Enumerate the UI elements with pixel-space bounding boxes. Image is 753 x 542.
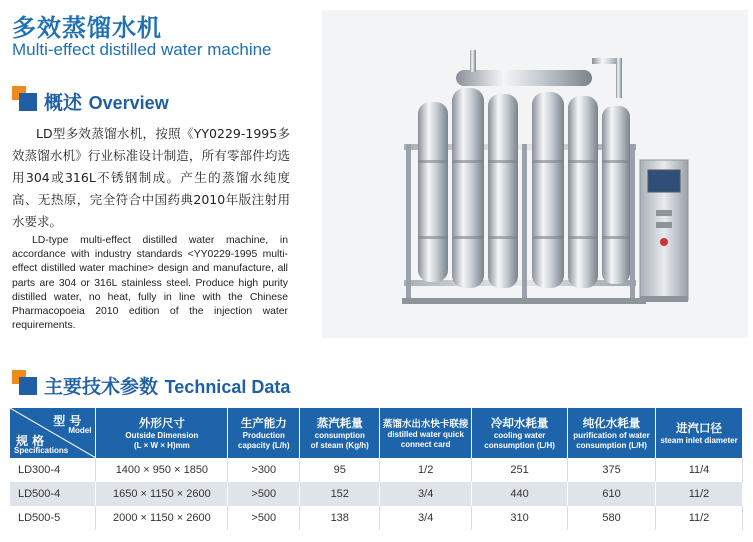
- page-title-cn: 多效蒸馏水机: [12, 14, 162, 42]
- column-header: [300, 408, 380, 458]
- corner-model-cn: 型 号: [53, 414, 82, 428]
- corner-model-en: Model: [68, 426, 92, 435]
- table-row: [10, 458, 743, 482]
- cell-capacity: >300: [228, 458, 300, 482]
- col-en2: capacity (L/h): [238, 441, 290, 450]
- specs-heading: [44, 372, 290, 399]
- spec-table: [10, 408, 743, 530]
- specs-heading-cn: 主要技术参数: [44, 376, 159, 398]
- cell-cooling: 251: [472, 458, 568, 482]
- overview-heading-en: Overview: [88, 93, 169, 113]
- col-en2: of steam (Kg/h): [310, 441, 369, 450]
- cell-connect: 3/4: [380, 482, 472, 506]
- column-header: [568, 408, 656, 458]
- cell-purified: 610: [568, 482, 656, 506]
- cell-steam: 138: [300, 506, 380, 530]
- cell-model: LD500-5: [10, 506, 96, 530]
- corner-header: [10, 408, 96, 458]
- cell-dimension: 2000 × 1150 × 2600: [96, 506, 228, 530]
- section-marker-icon: [12, 86, 38, 112]
- corner-spec-en: Specifications: [14, 446, 69, 455]
- cell-inlet: 11/2: [656, 482, 743, 506]
- column-header: [380, 408, 472, 458]
- col-cn: 冷却水耗量: [490, 416, 549, 430]
- col-en: cooling water: [493, 431, 546, 440]
- column-header: [96, 408, 228, 458]
- section-marker-icon: [12, 370, 38, 396]
- cell-steam: 152: [300, 482, 380, 506]
- cell-connect: 3/4: [380, 506, 472, 530]
- overview-text-en: LD-type multi-effect distilled water machine, in accordance with industry standards <YY0229-1995 multi-effect distilled water machine> design and manufacture, all parts are 304 or 316L stainless steel. Produce high purity distilled water, no heat, fully in line with the Chinese Pharmacopoeia 2010 edition of the injection water requirements.: [12, 235, 288, 332]
- cell-model: LD300-4: [10, 458, 96, 482]
- page-title-en: Multi-effect distilled water machine: [12, 40, 272, 59]
- col-en2: consumption (L/H): [484, 441, 555, 450]
- cell-dimension: 1650 × 1150 × 2600: [96, 482, 228, 506]
- table-row: [10, 506, 743, 530]
- cell-connect: 1/2: [380, 458, 472, 482]
- overview-text-cn: LD型多效蒸馏水机，按照《YY0229-1995多效蒸馏水机》行业标准设计制造，所有零部件均选用304或316L不锈钢制成。产生的蒸馏水纯度高、无热原，完全符合中国药典2010年版注射用水要求。: [12, 126, 290, 229]
- col-en2: connect card: [400, 440, 451, 449]
- table-header-row: [10, 408, 743, 458]
- col-en: Outside Dimension: [125, 431, 199, 440]
- column-header: [656, 408, 743, 458]
- col-cn: 蒸馏水出水快卡联接: [382, 419, 469, 430]
- col-cn: 纯化水耗量: [582, 416, 641, 430]
- cell-cooling: 310: [472, 506, 568, 530]
- product-photo: [322, 10, 748, 338]
- overview-heading-cn: 概述: [44, 92, 83, 114]
- cell-purified: 375: [568, 458, 656, 482]
- cell-inlet: 11/4: [656, 458, 743, 482]
- col-en2: consumption (L/H): [576, 441, 647, 450]
- col-en: distilled water quick: [387, 430, 464, 439]
- cell-steam: 95: [300, 458, 380, 482]
- cell-purified: 580: [568, 506, 656, 530]
- col-en: consumption: [314, 431, 365, 440]
- specs-heading-en: Technical Data: [164, 377, 291, 397]
- column-header: [472, 408, 568, 458]
- col-en2: (L × W × H)mm: [133, 441, 190, 450]
- col-en: steam inlet diameter: [660, 436, 738, 445]
- column-header: [228, 408, 300, 458]
- cell-model: LD500-4: [10, 482, 96, 506]
- cell-dimension: 1400 × 950 × 1850: [96, 458, 228, 482]
- distiller-illustration: [322, 10, 748, 338]
- cell-capacity: >500: [228, 482, 300, 506]
- col-cn: 蒸汽耗量: [316, 416, 363, 430]
- overview-heading: [44, 88, 169, 115]
- col-cn: 进汽口径: [676, 421, 722, 435]
- cell-cooling: 440: [472, 482, 568, 506]
- col-cn: 外形尺寸: [138, 416, 185, 430]
- col-en: Production: [242, 431, 285, 440]
- col-cn: 生产能力: [240, 416, 287, 430]
- col-en: purification of water: [573, 431, 650, 440]
- table-row: [10, 482, 743, 506]
- cell-inlet: 11/2: [656, 506, 743, 530]
- cell-capacity: >500: [228, 506, 300, 530]
- corner-spec-cn: 规 格: [16, 434, 45, 448]
